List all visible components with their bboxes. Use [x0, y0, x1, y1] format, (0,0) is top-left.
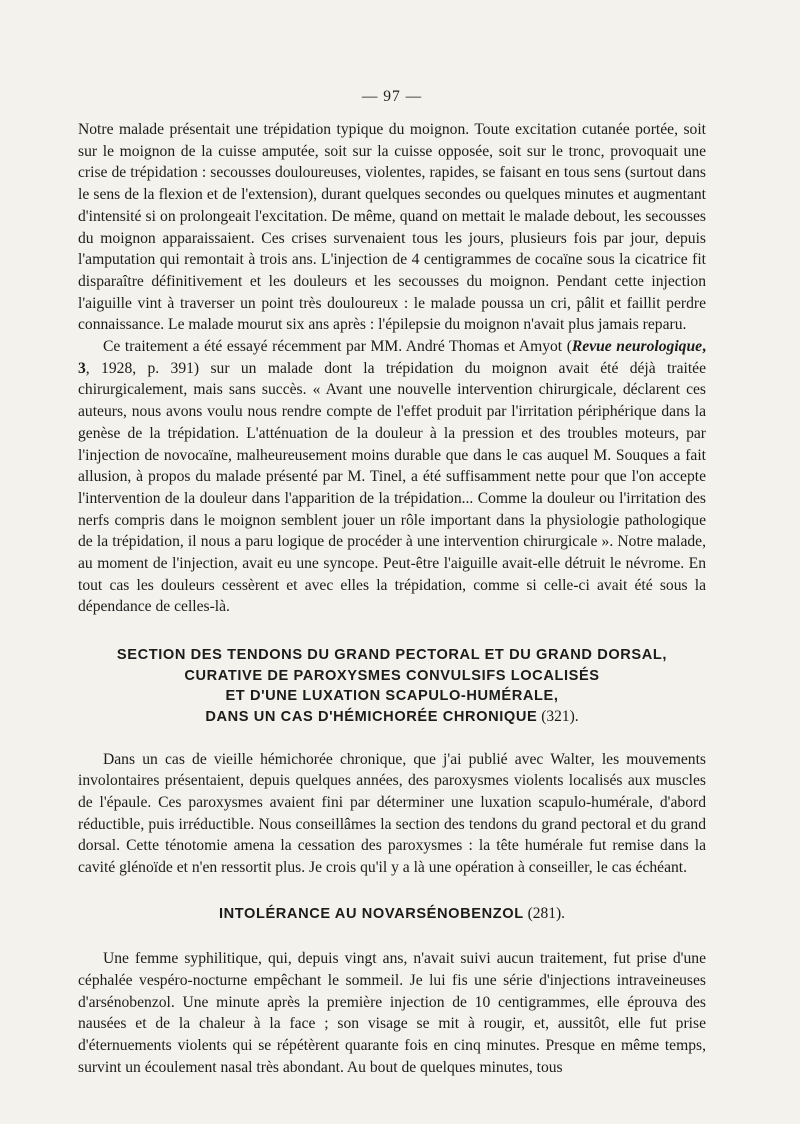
para2-body-text: , 1928, p. 391) sur un malade dont la trépidation du moignon avait été déjà traitée chirurgicalement, mais sans succès. « Avant une nouvelle intervention chirurgicale, déclarent ces auteurs, nous avons voulu nous rendre compte de l'effet produit par l'irritation périphérique dans la genèse de la trépidation. L'atténuation de la douleur à la pression et des troubles moteurs, par l'injection de novocaïne, malheureusement moins durable que dans le cas auquel M. Souques a fait allusion, à propos du malade présenté par M. Tinel, a été suffisamment nette pour que l'on accepte l'intervention de la douleur dans l'apparition de la trépidation... Comme la douleur ou l'irritation des nerfs compris dans le moignon semblent jouer un rôle important dans la physiologie pathologique de la trépidation, il nous a paru logique de procéder à une intervention chirurgicale ». Notre malade, au moment de l'injection, avait eu une syncope. Peut-être l'aiguille avait-elle détruit le névrome. En tout cas les douleurs cessèrent et avec elles la trépidation, comme si celle-ci avait été sous la dépendance de celles-là.: [78, 359, 706, 616]
section-heading-novarsenobenzol: [78, 904, 706, 925]
para2-intro-text: Ce traitement a été essayé récemment par MM. André Thomas et Amyot (: [103, 338, 572, 356]
heading-line-4: [78, 707, 706, 728]
section-heading-tendons: [78, 645, 706, 727]
paragraph-thomas-amyot: [78, 336, 706, 618]
heading-line-1: SECTION DES TENDONS DU GRAND PECTORAL ET DU GRAND DORSAL,: [116, 647, 668, 664]
page-number: — 97 —: [361, 88, 423, 105]
heading-novarsenobenzol-line: [78, 904, 706, 925]
journal-title: Revue neurologique: [571, 338, 703, 356]
heading-novarsenobenzol-reference: (281).: [523, 904, 566, 922]
heading-reference: (321).: [537, 707, 579, 725]
heading-line-2: CURATIVE DE PAROXYSMES CONVULSIFS LOCALISÉS: [184, 667, 600, 684]
paragraph-hemichorea: Dans un cas de vieille hémichorée chronique, que j'ai publié avec Walter, les mouvements involontaires présentaient, depuis quelques années, des paroxysmes violents localisés aux muscles de l'épaule. Ces paroxysmes avaient fini par déterminer une luxation scapulo-humérale, d'abord réductible, puis irréductible. Nous conseillâmes la section des tendons du grand pectoral et du grand dorsal. Cette ténotomie amena la cessation des paroxysmes : la tête humérale fut remise dans la cavité glénoïde et n'en ressortit plus. Je crois qu'il y a là une opération à conseiller, le cas échéant.: [78, 750, 706, 877]
paragraph-syphilis-case: Une femme syphilitique, qui, depuis vingt ans, n'avait suivi aucun traitement, fut prise d'une céphalée vespéro-nocturne empêchant le sommeil. Je lui fis une série d'injections intraveineuses d'arsénobenzol. Une minute après la première injection de 10 centigrammes, elle éprouva des nausées et de la chaleur à la face ; son visage se mit à rougir, et, aussitôt, elle fut prise d'éternuements violents qui se répétèrent quarante fois en cinq minutes. Presque en même temps, survint un écoulement nasal très abondant. Au bout de quelques minutes, tous: [78, 950, 706, 1076]
journal-volume: , 3: [78, 338, 706, 377]
heading-novarsenobenzol-title: INTOLÉRANCE AU NOVARSÉNOBENZOL: [218, 905, 524, 922]
heading-line-4-text: DANS UN CAS D'HÉMICHORÉE CHRONIQUE: [205, 708, 538, 725]
heading-line-3: ET D'UNE LUXATION SCAPULO-HUMÉRALE,: [225, 688, 559, 705]
paragraph-stump-trepidation: Notre malade présentait une trépidation typique du moignon. Toute excitation cutanée portée, soit sur le moignon de la cuisse amputée, soit sur la cuisse opposée, soit sur le tronc, provoquait une crise de trépidation : secousses douloureuses, violentes, rapides, se faisant en tous sens (surtout dans le sens de la flexion et de l'extension), durant quelques secondes ou quelques minutes et augmentant d'intensité si on prolongeait l'excitation. De même, quand on mettait le malade debout, les secousses du moignon apparaissaient. Ces crises survenaient tous les jours, plusieurs fois par jour, depuis l'amputation qui remontait à trois ans. L'injection de 4 centigrammes de cocaïne sous la cicatrice fit disparaître définitivement et les douleurs et les secousses du moignon. Pendant cette injection l'aiguille vint à traverser un point très douloureux : le malade poussa un cri, pâlit et faillit perdre connaissance. Le malade mourut six ans après : l'épilepsie du moignon n'avait plus jamais reparu.: [78, 121, 706, 334]
